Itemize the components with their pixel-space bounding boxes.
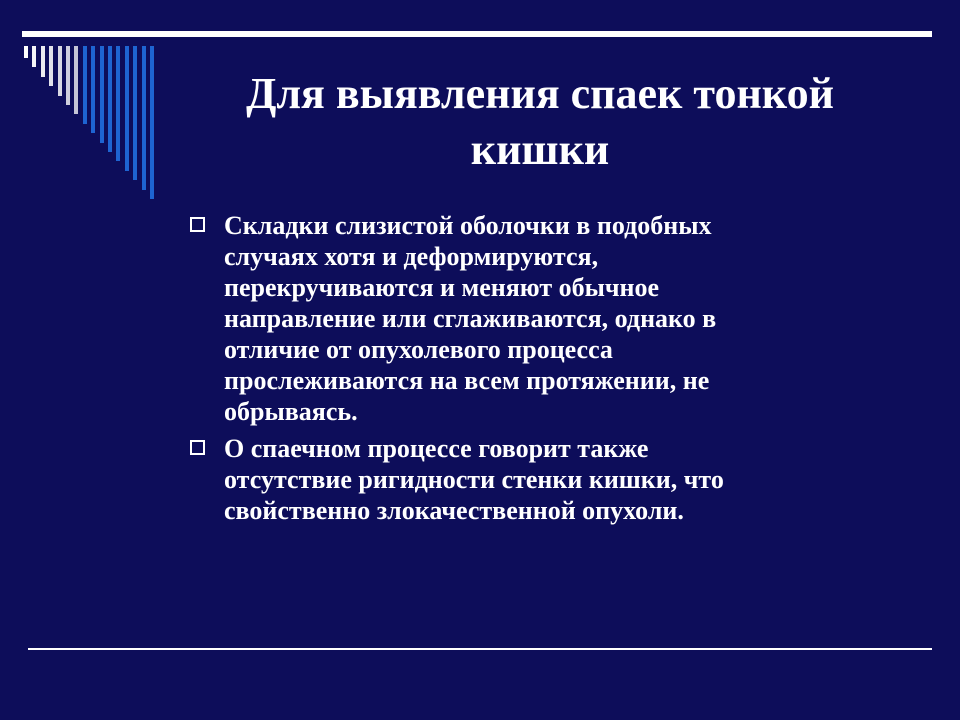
- bullet-line: случаях хотя и деформируются,: [224, 242, 599, 271]
- bullet-item: [190, 433, 870, 526]
- square-bullet-icon: [190, 440, 205, 455]
- stripe-bar: [41, 46, 45, 77]
- stripe-bar: [66, 46, 70, 105]
- stripe-bar: [142, 46, 146, 190]
- stripe-bar: [24, 46, 28, 58]
- stripe-bar: [133, 46, 137, 180]
- stripe-bar: [32, 46, 36, 67]
- stripe-bar: [91, 46, 95, 133]
- stripe-bar: [58, 46, 62, 96]
- bullet-line: отсутствие ригидности стенки кишки, что: [224, 465, 724, 494]
- bullet-list: [190, 210, 870, 532]
- bullet-line: Складки слизистой оболочки в подобных: [224, 211, 712, 240]
- stripe-bar: [83, 46, 87, 124]
- bottom-divider: [28, 648, 932, 650]
- stripe-bar: [116, 46, 120, 161]
- stripe-bar: [150, 46, 154, 199]
- top-divider: [22, 31, 932, 37]
- bullet-line: перекручиваются и меняют обычное: [224, 273, 660, 302]
- bullet-line: отличие от опухолевого процесса: [224, 335, 613, 364]
- bullet-line: прослеживаются на всем протяжении, не: [224, 366, 710, 395]
- bullet-text: [224, 433, 870, 526]
- title-line: кишки: [470, 125, 610, 174]
- title-line: Для выявления спаек тонкой: [246, 69, 834, 118]
- stripe-bar: [74, 46, 78, 114]
- bullet-line: О спаечном процессе говорит также: [224, 434, 649, 463]
- stripe-bar: [108, 46, 112, 152]
- bullet-line: направление или сглаживаются, однако в: [224, 304, 717, 333]
- stripe-bar: [100, 46, 104, 143]
- bullet-item: [190, 210, 870, 427]
- bullet-line: свойственно злокачественной опухоли.: [224, 496, 684, 525]
- slide-title: [180, 66, 900, 178]
- bullet-text: [224, 210, 870, 427]
- bullet-line: обрываясь.: [224, 397, 358, 426]
- stripe-bar: [125, 46, 129, 171]
- stripe-bar: [49, 46, 53, 86]
- square-bullet-icon: [190, 217, 205, 232]
